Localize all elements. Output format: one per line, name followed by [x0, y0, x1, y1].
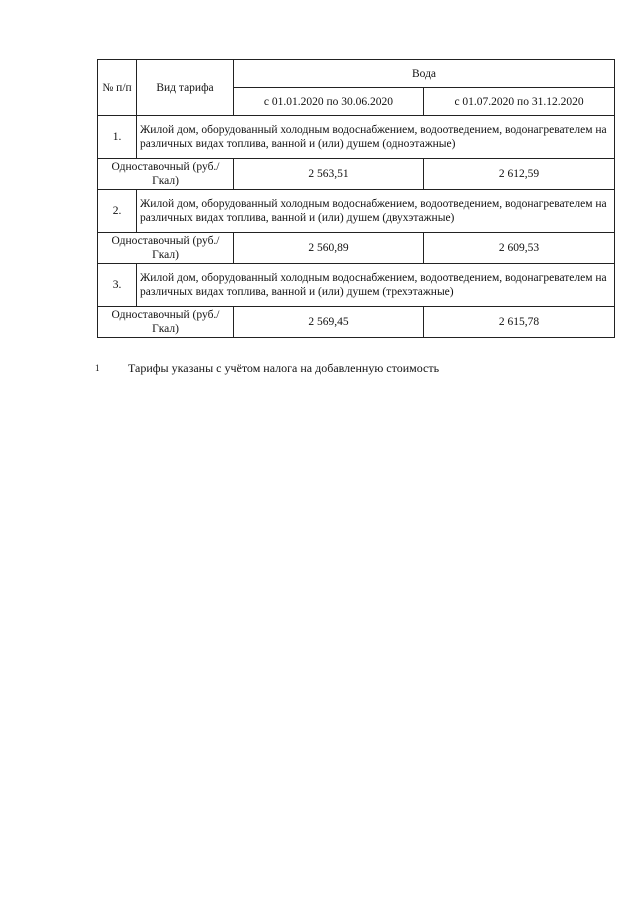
header-period-2: с 01.07.2020 по 31.12.2020 — [424, 88, 615, 116]
header-group-water: Вода — [234, 60, 615, 88]
footnote-marker: 1 — [95, 363, 100, 373]
header-row-1 — [98, 60, 615, 88]
table-row — [98, 307, 615, 338]
footnote-text: Тарифы указаны с учётом налога на добавленную стоимость — [128, 361, 440, 375]
row-value-period-1: 2 569,45 — [234, 307, 424, 338]
footnote — [95, 360, 615, 376]
table-row — [98, 264, 615, 307]
header-period-1: с 01.01.2020 по 30.06.2020 — [234, 88, 424, 116]
row-number: 1. — [98, 116, 137, 159]
row-number: 2. — [98, 190, 137, 233]
row-value-period-1: 2 560,89 — [234, 233, 424, 264]
table-row — [98, 190, 615, 233]
row-description: Жилой дом, оборудованный холодным водоснабжением, водоотведением, водонагревателем на различных видах топлива, ванной и (или) душем (одноэтажные) — [137, 116, 615, 159]
row-rate-type: Одноставочный (руб./Гкал) — [98, 233, 234, 264]
header-number: № п/п — [98, 60, 137, 116]
table-row — [98, 159, 615, 190]
row-value-period-2: 2 612,59 — [424, 159, 615, 190]
table-row — [98, 233, 615, 264]
row-rate-type: Одноставочный (руб./Гкал) — [98, 159, 234, 190]
row-value-period-2: 2 615,78 — [424, 307, 615, 338]
tariff-table — [97, 59, 615, 338]
row-description: Жилой дом, оборудованный холодным водоснабжением, водоотведением, водонагревателем на различных видах топлива, ванной и (или) душем (двухэтажные) — [137, 190, 615, 233]
row-description: Жилой дом, оборудованный холодным водоснабжением, водоотведением, водонагревателем на различных видах топлива, ванной и (или) душем (трехэтажные) — [137, 264, 615, 307]
row-value-period-1: 2 563,51 — [234, 159, 424, 190]
row-value-period-2: 2 609,53 — [424, 233, 615, 264]
header-tariff-type: Вид тарифа — [137, 60, 234, 116]
row-rate-type: Одноставочный (руб./Гкал) — [98, 307, 234, 338]
row-number: 3. — [98, 264, 137, 307]
table-row — [98, 116, 615, 159]
